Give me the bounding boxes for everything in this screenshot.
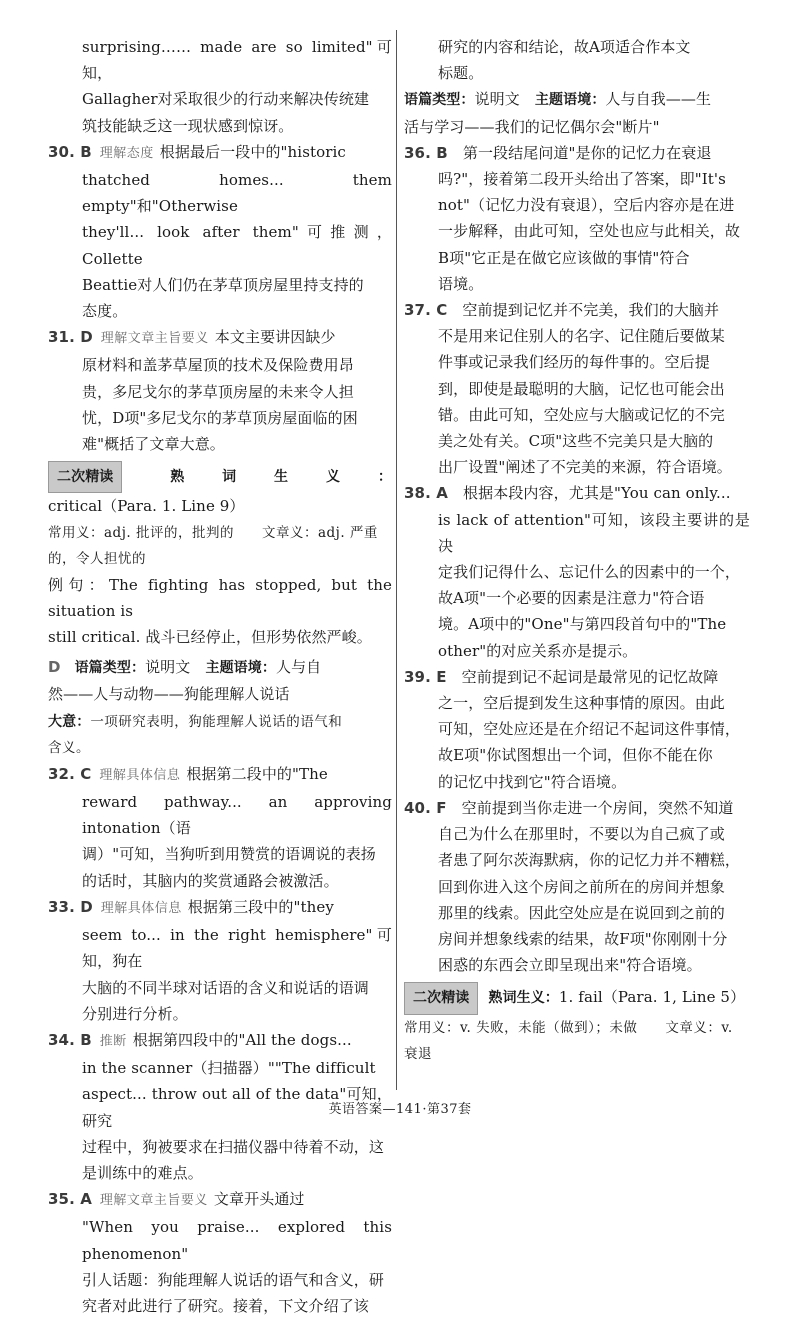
continued-text bbox=[48, 34, 392, 139]
text-line: 的话时，其脑内的奖赏通路会被激活。 bbox=[82, 871, 339, 890]
question-number: 39. E bbox=[404, 667, 447, 686]
reread-section bbox=[404, 982, 750, 1066]
text-line: 那里的线索。因此空处应是在说回到之前的 bbox=[438, 903, 725, 922]
text-line: 根据本段内容，尤其是"You can only... bbox=[463, 484, 731, 503]
text-line: is lack of attention"可知，该段主要讲的是决 bbox=[438, 510, 750, 555]
question-38 bbox=[404, 480, 750, 663]
passage-d-info bbox=[48, 654, 392, 761]
text-line: aspect... throw out all of the data"可知，研究 bbox=[82, 1085, 392, 1130]
text-line: other"的对应关系亦是提示。 bbox=[438, 641, 638, 660]
text-line: Gallagher对采取很少的行动来解决传统建 bbox=[82, 90, 370, 109]
text-line: in the scanner（扫描器）""The difficult bbox=[82, 1059, 376, 1078]
question-tag: 理解文章主旨要义 bbox=[99, 1193, 208, 1209]
reread-word: critical（Para. 1. Line 9） bbox=[48, 497, 245, 516]
text-line: 一项研究表明，狗能理解人说话的语气和 bbox=[90, 713, 343, 730]
text-line: 吗?"，接着第二段开头给出了答案，即"It's bbox=[438, 170, 726, 189]
text-line: thatched homes... them empty"和"Otherwise bbox=[82, 171, 392, 216]
text-line: 可知，空处应还是在介绍记不起词这件事情， bbox=[438, 720, 741, 739]
text-line: 过程中，狗被要求在扫描仪器中待着不动，这 bbox=[82, 1137, 385, 1156]
text-line: 筑技能缺乏这一现状感到惊讶。 bbox=[82, 116, 294, 135]
text-line: 空前提到记忆并不完美，我们的大脑并 bbox=[462, 301, 720, 320]
text-line: "When you praise... explored this phenomenon" bbox=[82, 1218, 392, 1263]
text-line: 含义。 bbox=[48, 739, 90, 756]
question-number: 36. B bbox=[404, 143, 448, 162]
reread-title: 熟词生义： bbox=[488, 990, 559, 1007]
text-line: 的记忆中找到它"符合语境。 bbox=[438, 772, 627, 791]
question-tag: 理解具体信息 bbox=[100, 900, 182, 916]
text-line: 一步解释，由此可知，空处也应与此相关，故 bbox=[438, 222, 741, 241]
question-number: 37. C bbox=[404, 301, 448, 320]
type-label: 语篇类型： bbox=[74, 660, 146, 677]
reread-word: 1. fail（Para. 1, Line 5） bbox=[558, 988, 746, 1007]
question-number: 34. B bbox=[48, 1030, 92, 1049]
text-line: 境。A项中的"One"与第四段首句中的"The bbox=[438, 615, 727, 634]
text-line: 标题。 bbox=[438, 64, 484, 83]
text-line: 错。由此可知，空处应与大脑或记忆的不完 bbox=[438, 405, 725, 424]
text-line: 之一，空后提到发生这种事情的原因。由此 bbox=[438, 694, 725, 713]
text-line: 难"概括了文章大意。 bbox=[82, 435, 225, 454]
text-line: 文章开头通过 bbox=[213, 1190, 305, 1209]
text-line: 根据最后一段中的"historic bbox=[159, 142, 346, 161]
text-line: 态度。 bbox=[82, 302, 128, 321]
type-value: 说明文 bbox=[474, 90, 520, 109]
text-line: 例句：The fighting has stopped, but the situation is bbox=[48, 575, 392, 620]
text-line: 回到你进入这个房间之前所在的房间并想象 bbox=[438, 877, 725, 896]
question-number: 33. D bbox=[48, 897, 93, 916]
text-line: 不是用来记住别人的名字、记住随后要做某 bbox=[438, 327, 725, 346]
column-divider bbox=[396, 30, 397, 1090]
context-label: 主题语境： bbox=[205, 660, 276, 677]
question-tag: 理解具体信息 bbox=[99, 767, 181, 783]
question-33 bbox=[48, 894, 392, 1027]
text-line: 本文主要讲因缺少 bbox=[214, 328, 336, 347]
text-line: still critical. 战斗已经停止，但形势依然严峻。 bbox=[48, 628, 372, 647]
reread-badge: 二次精读 bbox=[48, 461, 122, 493]
text-line: 到，即使是最聪明的大脑，记忆也可能会出 bbox=[438, 379, 725, 398]
passage-letter: D bbox=[48, 658, 61, 677]
text-line: 常用义：v. 失败，未能（做到）；未做 文章义：v. bbox=[404, 1019, 733, 1036]
type-value: 说明文 bbox=[145, 658, 191, 677]
text-line: 故E项"你试图想出一个词，但你不能在你 bbox=[438, 746, 713, 765]
question-37 bbox=[404, 297, 750, 480]
left-column bbox=[48, 34, 392, 1319]
text-line: 自己为什么在那里时，不要以为自己疯了或 bbox=[438, 825, 725, 844]
question-30 bbox=[48, 139, 392, 324]
right-column bbox=[404, 34, 750, 1067]
continued-text bbox=[404, 34, 750, 86]
text-line: 件事或记录我们经历的每件事的。空后提 bbox=[438, 353, 710, 372]
text-line: 美之处有关。C项"这些不完美只是大脑的 bbox=[438, 432, 714, 451]
type-label: 语篇类型： bbox=[404, 92, 475, 109]
reread-section bbox=[48, 461, 392, 650]
main-idea-label: 大意： bbox=[48, 713, 91, 730]
text-line: 引人话题：狗能理解人说话的语气和含义，研 bbox=[82, 1270, 385, 1289]
question-number: 38. A bbox=[404, 484, 448, 503]
text-line: they'll... look after them"可推测，Collette bbox=[82, 223, 392, 268]
text-line: 然——人与动物——狗能理解人说话 bbox=[48, 685, 290, 704]
context-value: 人与自 bbox=[275, 658, 322, 677]
text-line: 第一段结尾问道"是你的记忆力在衰退 bbox=[462, 143, 712, 162]
text-line: 原材料和盖茅草屋顶的技术及保险费用昂 bbox=[82, 356, 354, 375]
question-tag: 推断 bbox=[99, 1033, 127, 1049]
text-line: 空前提到记不起词是最常见的记忆故障 bbox=[461, 667, 719, 686]
question-31 bbox=[48, 324, 392, 457]
question-number: 30. B bbox=[48, 142, 92, 161]
question-number: 35. A bbox=[48, 1190, 92, 1209]
text-line: surprising…… made are so limited"可知， bbox=[82, 38, 392, 83]
text-line: 忧，D项"多尼戈尔的茅草顶房屋面临的困 bbox=[82, 408, 358, 427]
question-tag: 理解文章主旨要义 bbox=[100, 331, 209, 347]
question-35 bbox=[48, 1186, 392, 1319]
reread-title: 熟词生义： bbox=[132, 469, 392, 486]
question-32 bbox=[48, 761, 392, 894]
text-line: 研究的内容和结论，故A项适合作本文 bbox=[438, 38, 691, 56]
text-line: 根据第二段中的"The bbox=[186, 764, 328, 783]
page-footer: 英语答案—141·第37套 bbox=[328, 1102, 472, 1117]
text-line: 根据第四段中的"All the dogs... bbox=[132, 1030, 352, 1049]
text-line: 空前提到当你走进一个房间，突然不知道 bbox=[461, 798, 734, 817]
text-line: 困惑的东西会立即呈现出来"符合语境。 bbox=[438, 956, 702, 975]
passage-e-info bbox=[404, 86, 750, 139]
question-40 bbox=[404, 795, 750, 978]
context-label: 主题语境： bbox=[534, 92, 606, 109]
text-line: 根据第三段中的"they bbox=[187, 897, 334, 916]
text-line: 调）"可知，当狗听到用赞赏的语调说的表扬 bbox=[82, 845, 376, 864]
text-line: 贵，多尼戈尔的茅草顶房屋的未来令人担 bbox=[82, 382, 354, 401]
question-number: 40. F bbox=[404, 798, 447, 817]
text-line: 衰退 bbox=[404, 1045, 432, 1062]
text-line: 活与学习——我们的记忆偶尔会"断片" bbox=[404, 117, 660, 136]
text-line: seem to... in the right hemisphere"可知，狗在 bbox=[82, 926, 392, 971]
text-line: 的，令人担忧的 bbox=[48, 550, 146, 567]
text-line: reward pathway... an approving intonation（语 bbox=[82, 793, 392, 838]
question-tag: 理解态度 bbox=[99, 145, 154, 161]
text-line: 定我们记得什么、忘记什么的因素中的一个， bbox=[438, 563, 741, 582]
text-line: 常用义：adj. 批评的，批判的 文章义：adj. 严重 bbox=[48, 524, 378, 541]
question-number: 32. C bbox=[48, 764, 92, 783]
reread-badge: 二次精读 bbox=[404, 982, 478, 1014]
question-number: 31. D bbox=[48, 328, 93, 347]
text-line: 房间并想象线索的结果，故F项"你刚刚十分 bbox=[438, 929, 728, 948]
text-line: 者患了阿尔茨海默病，你的记忆力并不糟糕， bbox=[438, 851, 741, 870]
context-value: 人与自我——生 bbox=[605, 90, 712, 109]
text-line: 是训练中的难点。 bbox=[82, 1163, 203, 1182]
text-line: not"（记忆力没有衰退），空后内容亦是在进 bbox=[438, 196, 735, 215]
text-line: 分别进行分析。 bbox=[82, 1004, 188, 1023]
text-line: 故A项"一个必要的因素是注意力"符合语 bbox=[438, 589, 705, 608]
question-39 bbox=[404, 664, 750, 795]
text-line: 语境。 bbox=[438, 274, 484, 293]
text-line: 出厂设置"阐述了不完美的来源，符合语境。 bbox=[438, 458, 732, 477]
text-line: 大脑的不同半球对话语的含义和说话的语调 bbox=[82, 978, 369, 997]
text-line: Beattie对人们仍在茅草顶房屋里持支持的 bbox=[82, 275, 364, 294]
text-line: 究者对此进行了研究。接着，下文介绍了该 bbox=[82, 1296, 369, 1315]
text-line: B项"它正是在做它应该做的事情"符合 bbox=[438, 248, 690, 267]
question-36 bbox=[404, 140, 750, 297]
